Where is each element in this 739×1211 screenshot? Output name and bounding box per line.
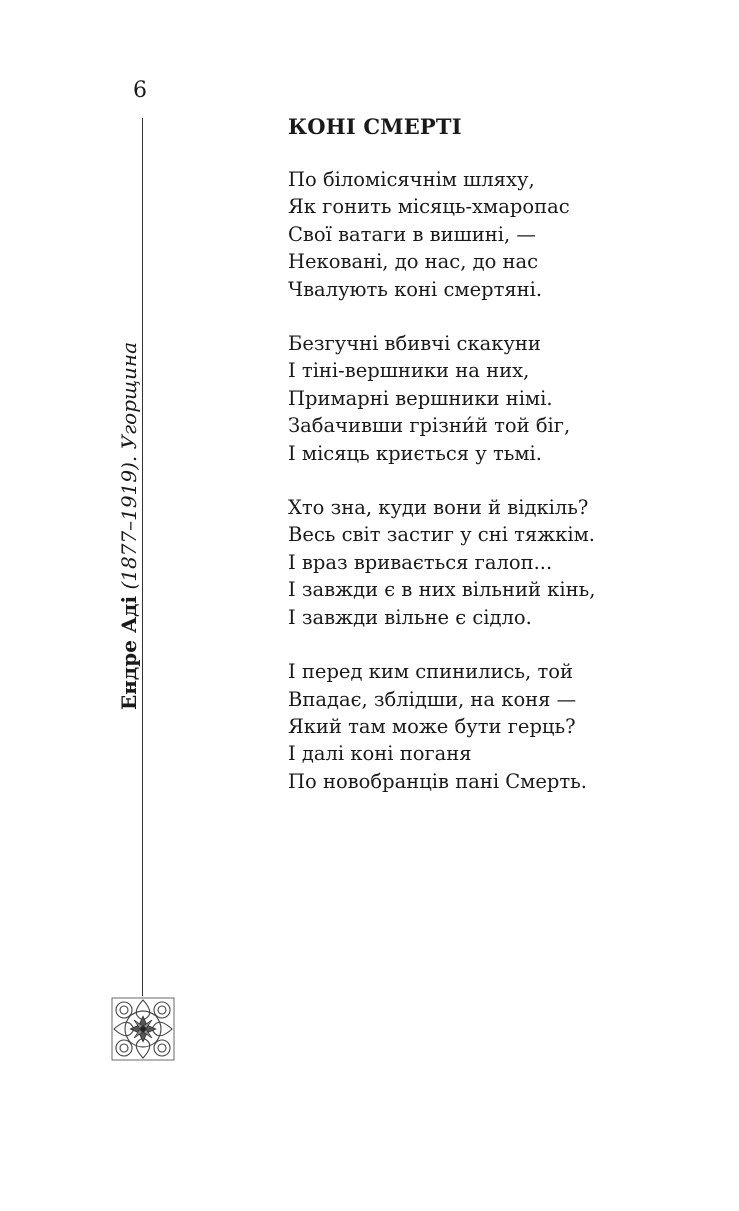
vertical-rule bbox=[142, 118, 143, 996]
poem-line: Свої ватаги в вишині, — bbox=[288, 222, 536, 246]
poem-line: І завжди вільне є сідло. bbox=[288, 605, 532, 629]
poem-line: По біломісячнім шляху, bbox=[288, 168, 535, 191]
ornament-icon bbox=[110, 996, 176, 1062]
author-dates: (1877–1919). bbox=[117, 455, 141, 590]
running-header bbox=[116, 342, 142, 710]
poem-line: І тіні-вершники на них, bbox=[288, 359, 530, 383]
poem-line: І враз вривається галоп... bbox=[288, 550, 553, 574]
stanza bbox=[288, 166, 708, 303]
poem-line: Безгучні вбивчі скакуни bbox=[288, 332, 541, 356]
poem-body bbox=[288, 166, 708, 822]
poem-line: І перед ким спинились, той bbox=[288, 660, 573, 684]
poem-line: І далі коні поганя bbox=[288, 742, 472, 766]
author-country: Угорщина bbox=[117, 342, 141, 450]
poem-title: КОНІ СМЕРТІ bbox=[288, 114, 462, 139]
poem-line: І місяць криється у тьмі. bbox=[288, 441, 542, 465]
stanza bbox=[288, 658, 708, 795]
poem-line: Чвалують коні смертяні. bbox=[288, 277, 543, 301]
poem-line: І завжди є в них вільний кінь, bbox=[288, 578, 596, 602]
stanza bbox=[288, 494, 708, 631]
poem-line: Який там може бути герць? bbox=[288, 714, 576, 738]
poem-line: Примарні вершники німі. bbox=[288, 386, 553, 410]
poem-line: Як гонить місяць-хмаропас bbox=[288, 195, 570, 219]
stanza bbox=[288, 330, 708, 467]
poem-line: Забачивши грізни́й той біг, bbox=[288, 414, 571, 438]
poem-line: Впадає, зблідши, на коня — bbox=[288, 687, 577, 711]
poem-line: По новобранців пані Смерть. bbox=[288, 769, 587, 793]
author-name: Ендре Аді bbox=[117, 595, 141, 710]
poem-line: Нековані, до нас, до нас bbox=[288, 250, 539, 274]
poem-line: Весь світ застиг у сні тяжкім. bbox=[288, 523, 595, 547]
page-number: 6 bbox=[133, 78, 147, 103]
poem-line: Хто зна, куди вони й відкіль? bbox=[288, 496, 589, 520]
